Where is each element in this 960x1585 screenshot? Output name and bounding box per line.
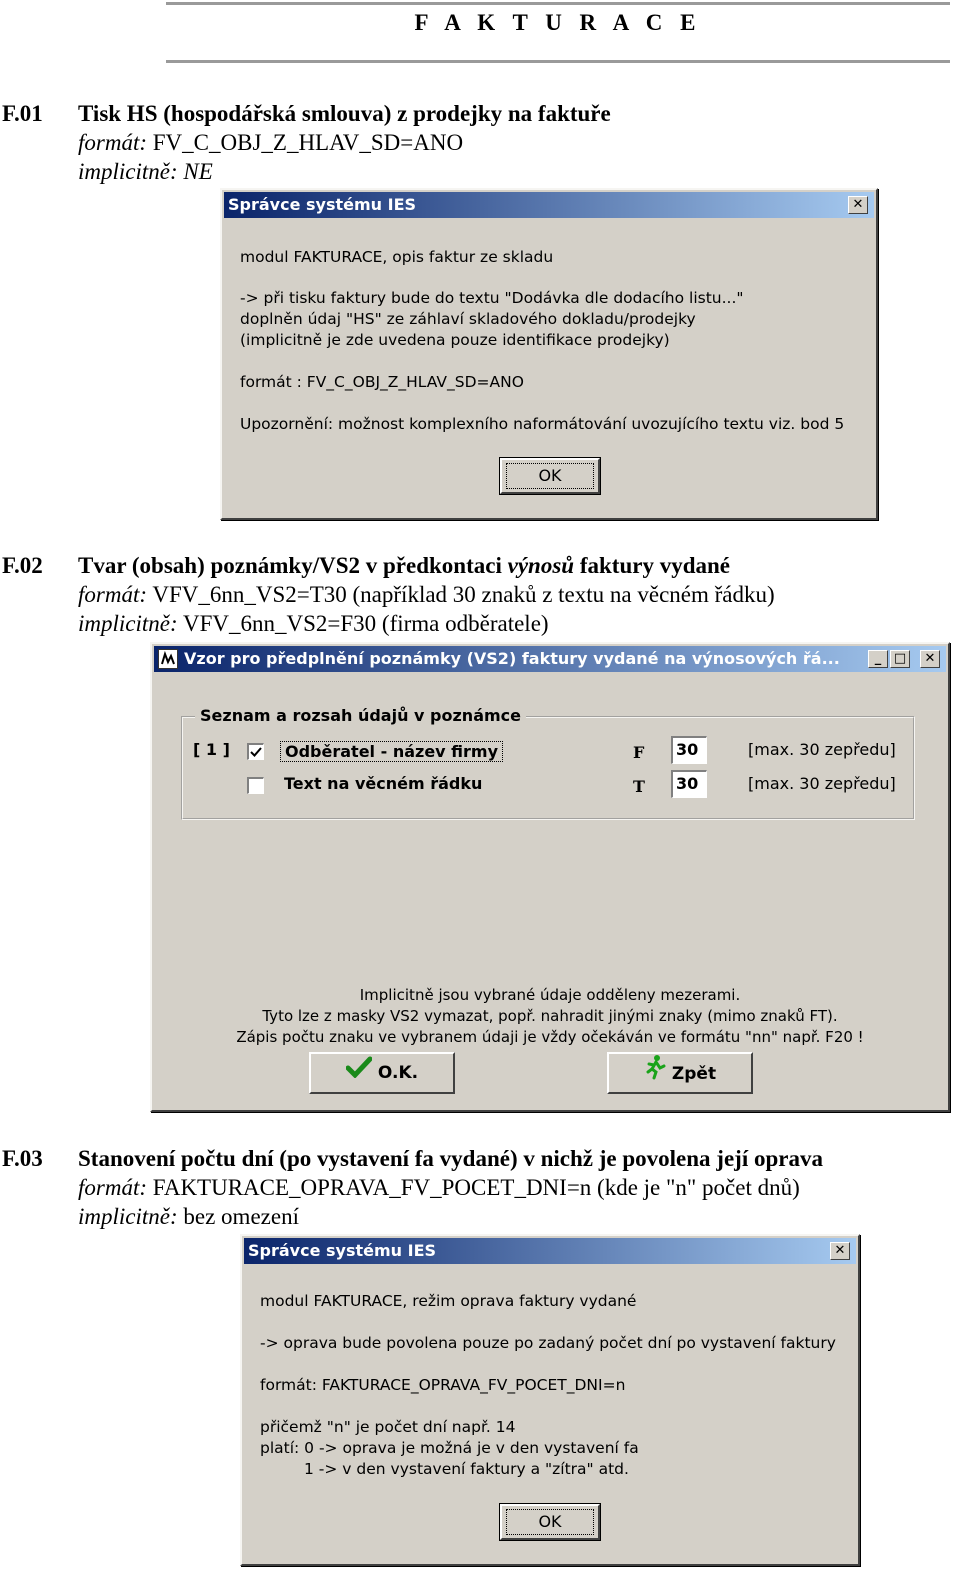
ok-button-label: O.K. <box>377 1063 419 1083</box>
row-label[interactable]: Odběratel - název firmy <box>280 741 503 762</box>
dialog-text-line: (implicitně je zde uvedena pouze identifikace prodejky) <box>240 331 670 349</box>
back-button[interactable] <box>607 1052 753 1094</box>
dialog-text-line: -> při tisku faktury bude do textu "Dodávka dle dodacího listu..." <box>240 289 744 307</box>
ok-button[interactable] <box>309 1052 455 1094</box>
info-line: Zápis počtu znaku ve vybranem údaji je vždy očekáván ve formátu "nn" např. F20 ! <box>236 1028 864 1046</box>
info-line: Tyto lze z masky VS2 vymazat, popř. nahradit jinými znaky (mimo znaků FT). <box>262 1007 838 1025</box>
dialog-title: Správce systému IES <box>248 1241 437 1260</box>
dialog-text-line: platí: 0 -> oprava je možná je v den vystavení fa <box>260 1439 639 1457</box>
ok-button[interactable] <box>500 1504 600 1540</box>
maximize-icon[interactable]: □ <box>890 650 910 668</box>
dialog-text-line: 1 -> v den vystavení faktury a "zítra" atd. <box>304 1460 629 1478</box>
dialog-titlebar <box>224 192 874 218</box>
dialog-text-line: formát : FV_C_OBJ_Z_HLAV_SD=ANO <box>240 373 524 391</box>
checkbox-customer-name[interactable] <box>247 743 264 760</box>
close-icon[interactable]: ✕ <box>848 196 868 214</box>
dialog-titlebar <box>244 1238 856 1264</box>
close-icon[interactable]: ✕ <box>830 1242 850 1260</box>
dialog-titlebar <box>154 646 946 672</box>
focus-rect <box>506 1509 594 1535</box>
fields-groupbox <box>181 716 915 820</box>
length-input[interactable]: 30 <box>671 770 707 798</box>
minimize-icon[interactable]: _ <box>868 650 888 668</box>
row-code: T <box>633 777 645 796</box>
info-line: Implicitně jsou vybrané údaje odděleny mezerami. <box>359 986 741 1004</box>
section-number: F.03 <box>2 1146 43 1171</box>
dialog-text-line: modul FAKTURACE, režim oprava faktury vydané <box>260 1292 637 1310</box>
section-number: F.02 <box>2 553 43 578</box>
row-hint: [max. 30 zepředu] <box>748 774 896 793</box>
section-heading: Tvar (obsah) poznámky/VS2 v předkontaci výnosů faktury vydané <box>78 553 730 578</box>
app-icon <box>158 649 178 669</box>
row-label[interactable]: Text na věcném řádku <box>284 774 483 793</box>
header-rule-bottom <box>166 60 950 63</box>
section-heading: Stanovení počtu dní (po vystavení fa vydané) v nichž je povolena její oprava <box>78 1146 823 1171</box>
ok-button[interactable] <box>500 458 600 494</box>
length-input[interactable]: 30 <box>671 736 707 764</box>
header-rule-top <box>166 2 950 5</box>
ies-message-dialog <box>220 188 878 520</box>
check-icon <box>346 1054 372 1092</box>
row-hint: [max. 30 zepředu] <box>748 740 896 759</box>
ok-button-label: OK <box>538 466 562 485</box>
focus-rect <box>506 463 594 489</box>
dialog-title: Správce systému IES <box>228 195 417 214</box>
running-man-icon <box>644 1054 666 1094</box>
dialog-text-line: přičemž "n" je počet dní např. 14 <box>260 1418 516 1436</box>
ies-message-dialog <box>240 1234 860 1566</box>
section-default: implicitně: VFV_6nn_VS2=F30 (firma odběratele) <box>78 611 549 636</box>
vs2-template-dialog <box>150 642 950 1112</box>
dialog-text-line: formát: FAKTURACE_OPRAVA_FV_POCET_DNI=n <box>260 1376 626 1394</box>
row-index: [ 1 ] <box>193 740 230 759</box>
dialog-title: Vzor pro předplnění poznámky (VS2) faktury vydané na výnosových řá... <box>184 649 840 668</box>
section-format: formát: FAKTURACE_OPRAVA_FV_POCET_DNI=n (kde je "n" počet dnů) <box>78 1175 800 1200</box>
dialog-text-line: doplněn údaj "HS" ze záhlaví skladového dokladu/prodejky <box>240 310 696 328</box>
dialog-text-line: -> oprava bude povolena pouze po zadaný počet dní po vystavení faktury <box>260 1334 836 1352</box>
back-button-label: Zpět <box>671 1064 717 1084</box>
section-format: formát: VFV_6nn_VS2=T30 (například 30 znaků z textu na věcném řádku) <box>78 582 775 607</box>
section-default: implicitně: bez omezení <box>78 1204 299 1229</box>
section-default: implicitně: NE <box>78 159 213 184</box>
page-title: F A K T U R A C E <box>414 10 702 35</box>
ok-button-label: OK <box>538 1512 562 1531</box>
row-code: F <box>633 743 645 762</box>
close-icon[interactable]: ✕ <box>920 650 940 668</box>
dialog-text-line: modul FAKTURACE, opis faktur ze skladu <box>240 248 554 266</box>
groupbox-label: Seznam a rozsah údajů v poznámce <box>195 706 526 725</box>
section-number: F.01 <box>2 101 43 126</box>
checkbox-line-text[interactable] <box>247 777 264 794</box>
section-format: formát: FV_C_OBJ_Z_HLAV_SD=ANO <box>78 130 464 155</box>
dialog-text-line: Upozornění: možnost komplexního naformátování uvozujícího textu viz. bod 5 <box>240 415 845 433</box>
section-heading: Tisk HS (hospodářská smlouva) z prodejky na faktuře <box>78 101 611 126</box>
